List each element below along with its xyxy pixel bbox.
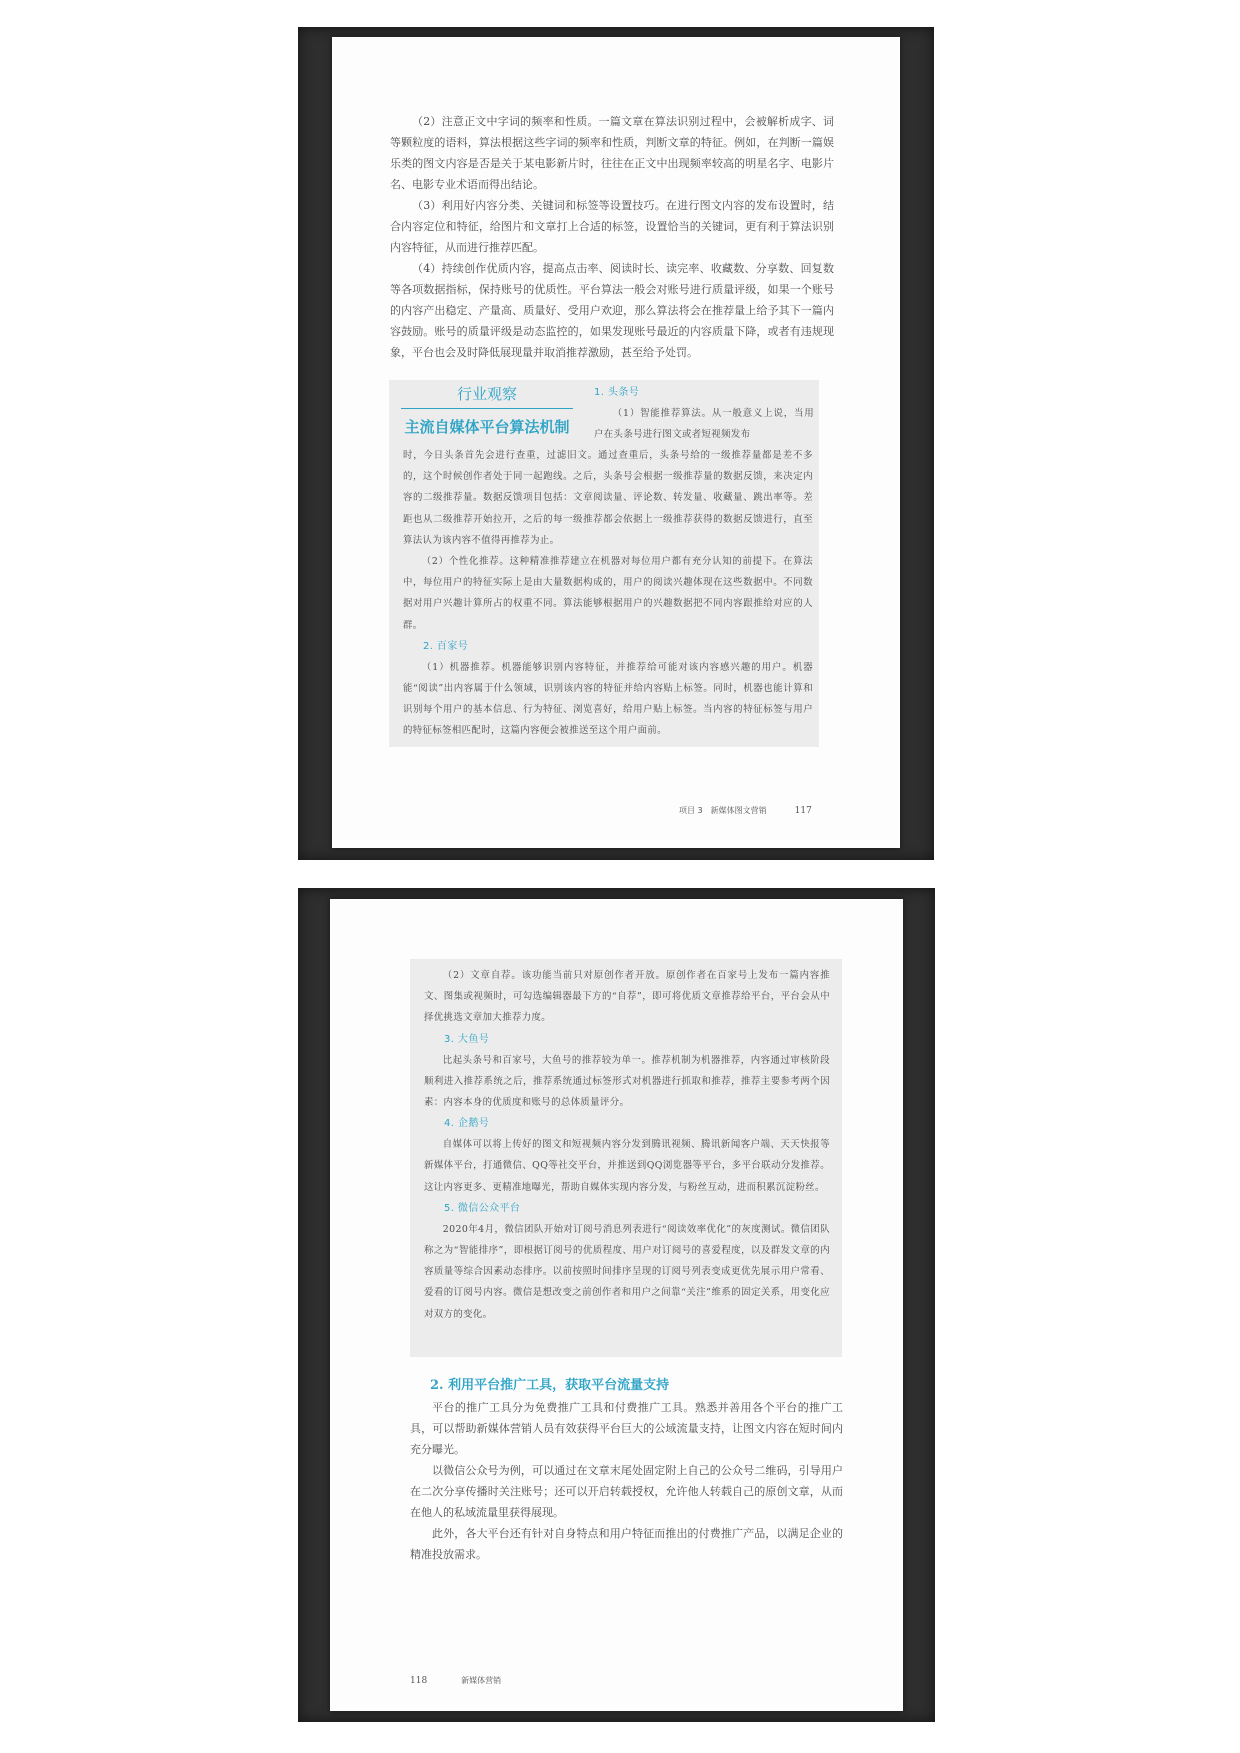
industry-observation-box xyxy=(389,380,819,747)
folio-text: 项目 3 新媒体图文营销 xyxy=(679,806,767,815)
page-117-frame xyxy=(298,27,934,860)
page-117-body xyxy=(390,111,834,363)
running-footer xyxy=(679,805,812,816)
box-kicker: 行业观察 xyxy=(401,382,573,409)
paragraph: （1）机器推荐。机器能够识别内容特征，并推荐给可能对该内容感兴趣的用户。机器能“阅读”出内容属于什么领域，识别该内容的特征并给内容贴上标签。同时，机器也能计算和识别每个用户的基本信息、行为特征、浏览喜好，给用户贴上标签。当内容的特征标签与用户的特征标签相匹配时，这篇内容便会被推送至这个用户面前。 xyxy=(403,661,813,737)
page-118 xyxy=(330,899,903,1711)
paragraph: 比起头条号和百家号，大鱼号的推荐较为单一。推荐机制为机器推荐，内容通过审核阶段顺利进入推荐系统之后，推荐系统通过标签形式对机器进行抓取和推荐，推荐主要参考两个因素：内容本身的优质度和账号的总体质量评分。 xyxy=(424,1054,830,1109)
subheading: 3. 大鱼号 xyxy=(444,1033,490,1045)
box-heading xyxy=(401,382,573,442)
page-118-frame xyxy=(298,888,935,1722)
subheading: 4. 企鹅号 xyxy=(444,1118,490,1130)
paragraph: 2020年4月，微信团队开始对订阅号消息列表进行“阅读效率优化”的灰度测试。微信团队称之为“智能排序”，即根据订阅号的优质程度、用户对订阅号的喜爱程度，以及群发文章的内容质量等综合因素动态排序。以前按照时间排序呈现的订阅号列表变成更优先展示用户常看、爱看的订阅号内容。微信是想改变之前创作者和用户之间靠“关注”维系的固定关系，用变化应对双方的变化。 xyxy=(424,1223,830,1320)
running-footer xyxy=(410,1675,501,1686)
paragraph: （1）智能推荐算法。从一般意义上说，当用户在头条号进行图文或者短视频发布 xyxy=(594,408,814,441)
paragraph: 此外，各大平台还有针对自身特点和用户特征而推出的付费推广产品，以满足企业的精准投放需求。 xyxy=(410,1527,843,1561)
box-main-text xyxy=(424,965,830,1325)
subheading: 5. 微信公众平台 xyxy=(444,1202,521,1214)
paragraph: （4）持续创作优质内容，提高点击率、阅读时长、读完率、收藏数、分享数、回复数等各项数据指标，保持账号的优质性。平台算法一般会对账号进行质量评级，如果一个账号的内容产出稳定、产量高、质量好、受用户欢迎，那么算法将会在推荐量上给予其下一篇内容鼓励。账号的质量评级是动态监控的，如果发现账号最近的内容质量下降，或者有违规现象，平台也会及时降低展现量并取消推荐激励，甚至给予处罚。 xyxy=(390,262,834,359)
subheading: 2. 百家号 xyxy=(423,640,469,652)
folio-text: 新媒体营销 xyxy=(461,1676,502,1685)
page-118-body xyxy=(410,1397,843,1565)
paragraph: 平台的推广工具分为免费推广工具和付费推广工具。熟悉并善用各个平台的推广工具，可以帮助新媒体营销人员有效获得平台巨大的公域流量支持，让图文内容在短时间内充分曝光。 xyxy=(410,1401,843,1456)
box-right-column xyxy=(594,382,814,445)
subheading: 1. 头条号 xyxy=(594,387,640,398)
paragraph: 自媒体可以将上传好的图文和短视频内容分发到腾讯视频、腾讯新闻客户端、天天快报等新媒体平台，打通微信、QQ等社交平台，并推送到QQ浏览器等平台，多平台联动分发推荐。这让内容更多、更精准地曝光，帮助自媒体实现内容分发，与粉丝互动，进而积累沉淀粉丝。 xyxy=(424,1139,830,1193)
paragraph: 时，今日头条首先会进行查重，过滤旧文。通过查重后，头条号给的一级推荐量都是差不多的，这个时候创作者处于同一起跑线。之后，头条号会根据一级推荐量的数据反馈，来决定内容的二级推荐量。数据反馈项目包括：文章阅读量、评论数、转发量、收藏量、跳出率等。差距也从二级推荐开始拉开，之后的每一级推荐都会依据上一级推荐获得的数据反馈进行，直至算法认为该内容不值得再推荐为止。 xyxy=(403,450,813,546)
paragraph: （2）注意正文中字词的频率和性质。一篇文章在算法识别过程中，会被解析成字、词等颗粒度的语料，算法根据这些字词的频率和性质，判断文章的特征。例如，在判断一篇娱乐类的图文内容是否是关于某电影新片时，往往在正文中出现频率较高的明星名字、电影片名、电影专业术语而得出结论。 xyxy=(390,115,834,191)
box-main-text xyxy=(403,445,813,742)
industry-observation-box-continued xyxy=(410,959,842,1357)
paragraph: 以微信公众号为例，可以通过在文章末尾处固定附上自己的公众号二维码，引导用户在二次分享传播时关注账号；还可以开启转载授权，允许他人转载自己的原创文章，从而在他人的私域流量里获得展现。 xyxy=(410,1464,843,1519)
page-number: 118 xyxy=(410,1676,428,1686)
box-title: 主流自媒体平台算法机制 xyxy=(404,418,570,436)
paragraph: （2）个性化推荐。这种精准推荐建立在机器对每位用户都有充分认知的前提下。在算法中，每位用户的特征实际上是由大量数据构成的，用户的阅读兴趣体现在这些数据中。不同数据对用户兴趣计算所占的权重不同。算法能够根据用户的兴趣数据把不同内容跟推给对应的人群。 xyxy=(403,556,813,631)
page-number: 117 xyxy=(794,806,812,816)
paragraph: （3）利用好内容分类、关键词和标签等设置技巧。在进行图文内容的发布设置时，结合内容定位和特征，给图片和文章打上合适的标签，设置恰当的关键词，更有利于算法识别内容特征，从而进行推荐匹配。 xyxy=(390,199,834,254)
page-117 xyxy=(332,37,900,848)
paragraph: （2）文章自荐。该功能当前只对原创作者开放。原创作者在百家号上发布一篇内容推文、图集或视频时，可勾选编辑器最下方的“自荐”，即可将优质文章推荐给平台，平台会从中择优挑选文章加大推荐力度。 xyxy=(424,970,830,1024)
section-title: 2. 利用平台推广工具，获取平台流量支持 xyxy=(430,1378,670,1393)
